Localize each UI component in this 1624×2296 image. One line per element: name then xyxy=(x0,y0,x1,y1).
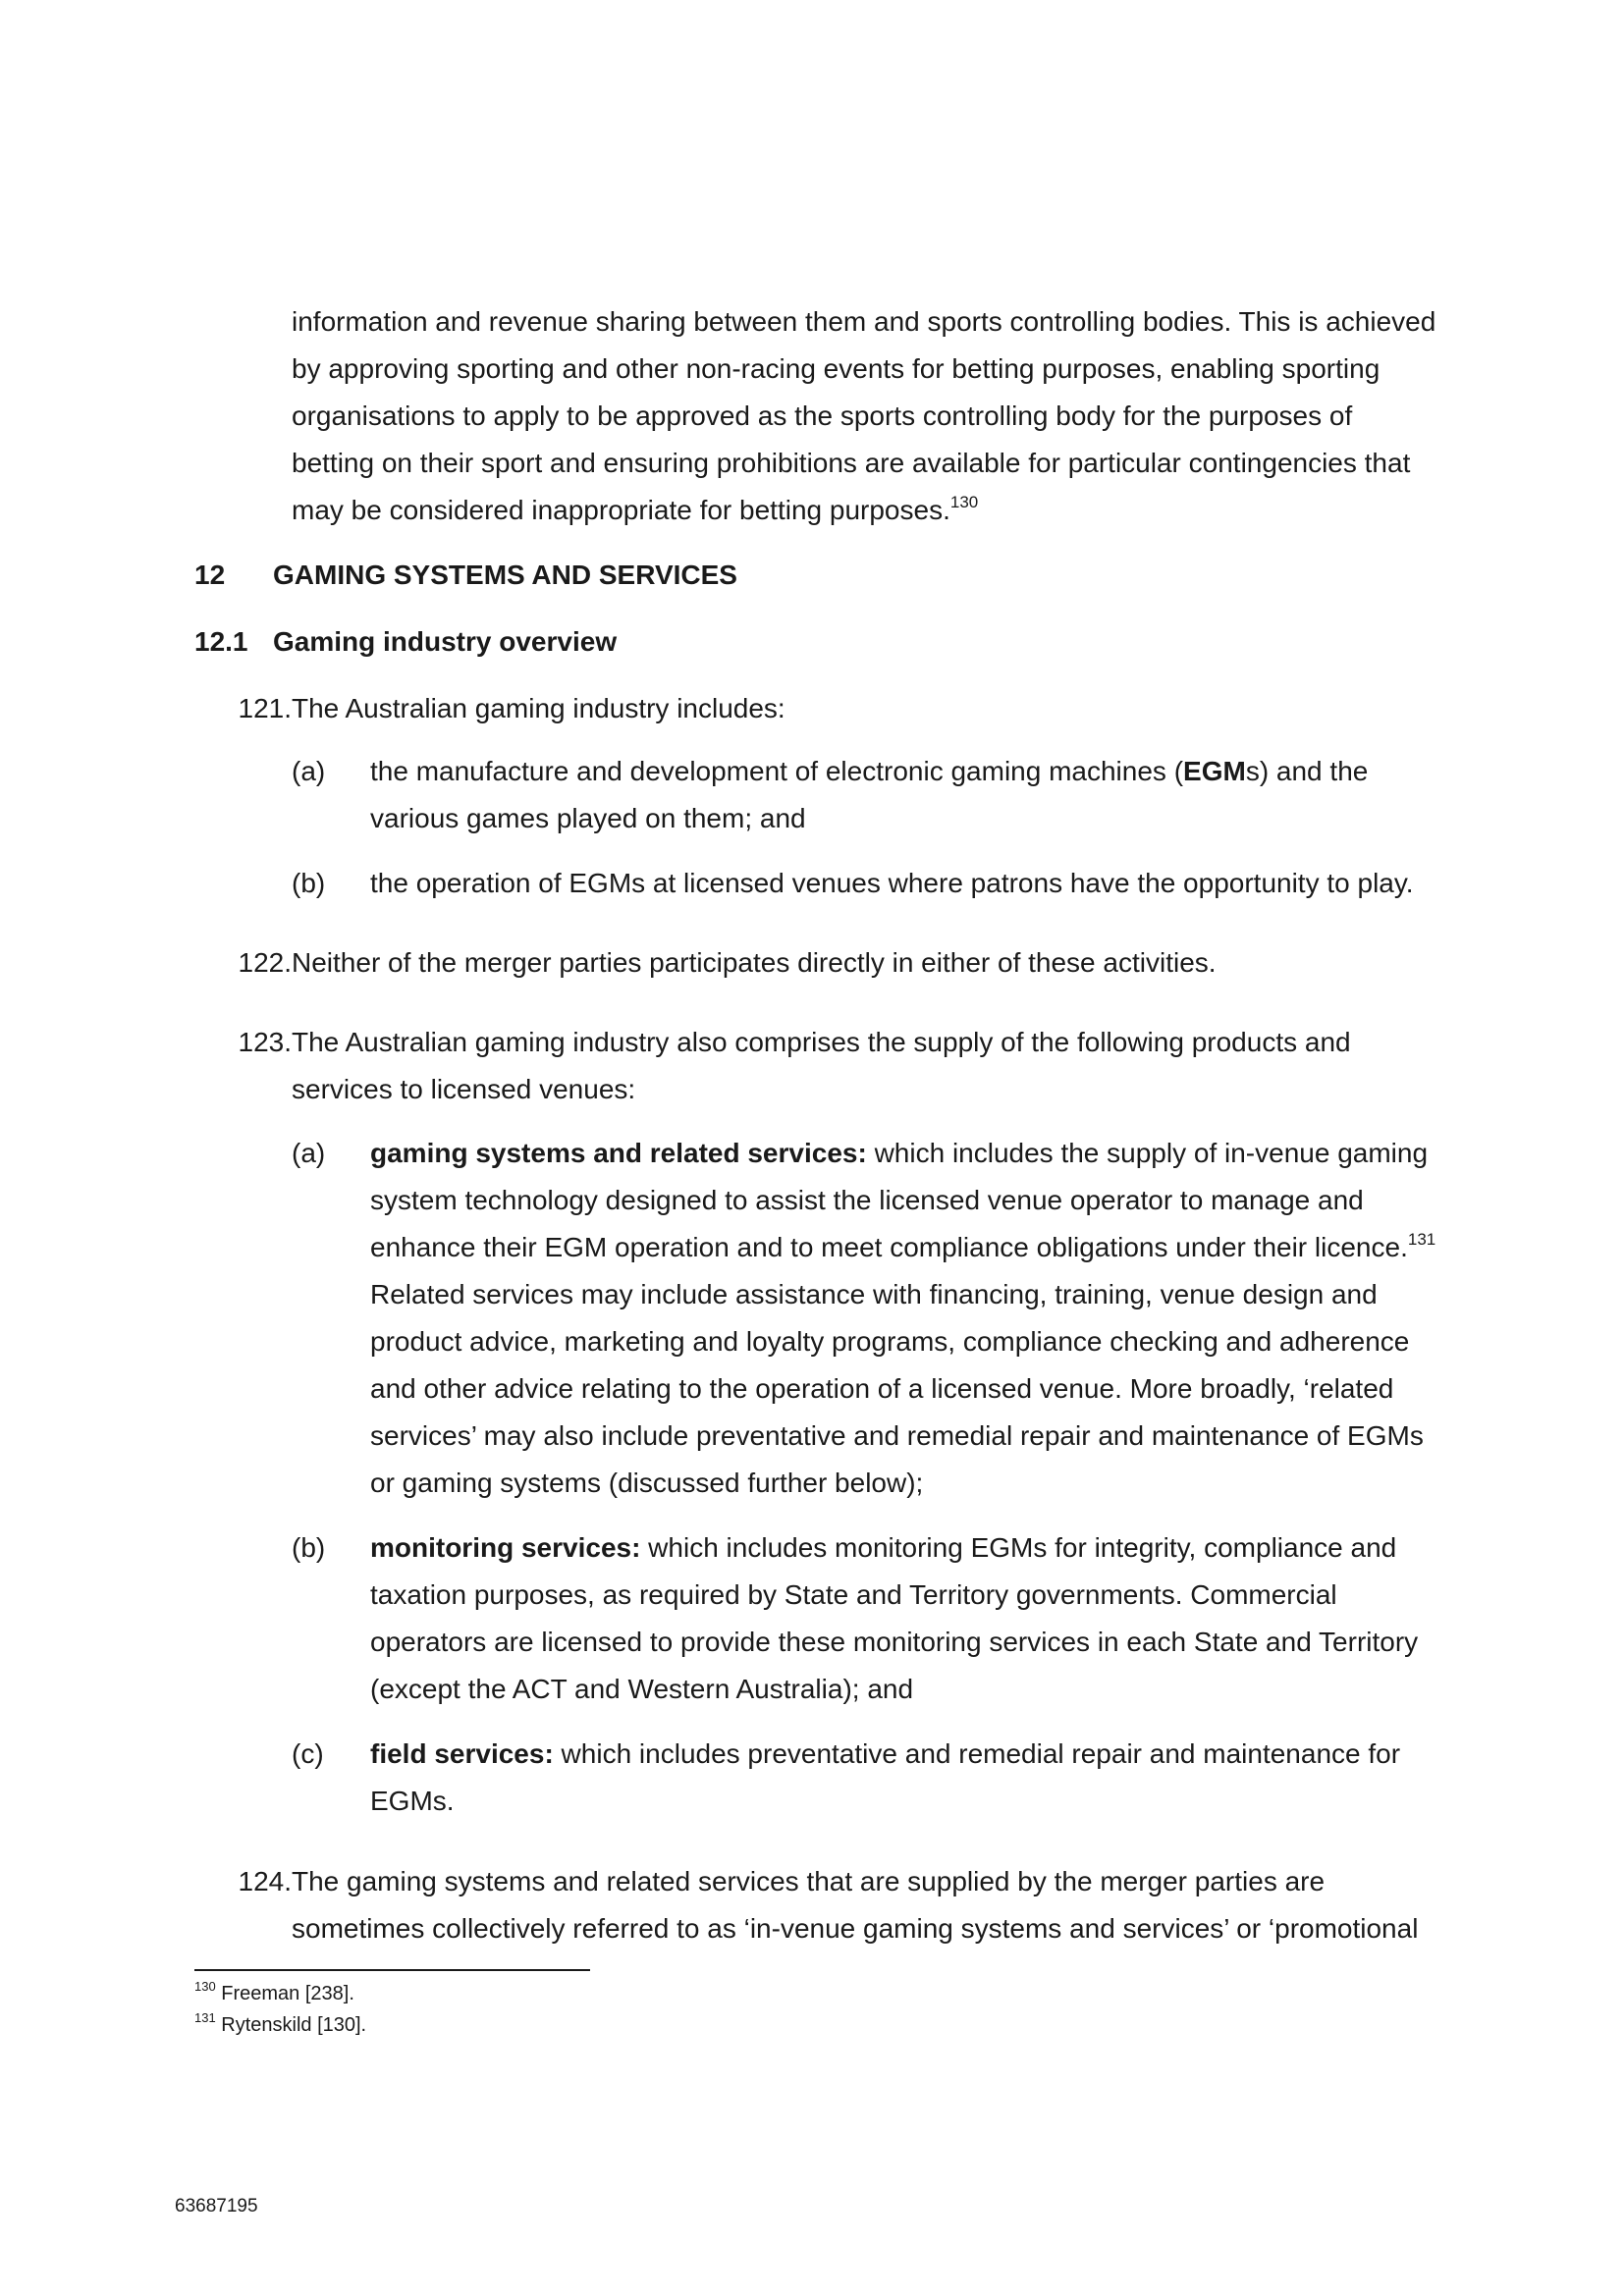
item-lead: monitoring services: xyxy=(370,1532,641,1563)
paragraph-124 xyxy=(194,1858,1441,1952)
paragraph-123 xyxy=(194,1019,1441,1113)
paragraph-number: 124. xyxy=(238,1866,292,1896)
footnote-separator xyxy=(194,1969,590,1971)
subsection-number: 12.1 xyxy=(194,626,248,657)
subsection-title: Gaming industry overview xyxy=(273,626,618,657)
item-text: gaming systems and related services: which includes the supply of in-venue gaming system technology designed to assist the licensed venue operator to manage and enhance their EGM operation and to meet compliance obligations under their licence.$^{131}$ Related services may include assistance with financing, training, venue design and product advice, marketing and loyalty programs, compliance checking and adherence and other advice relating to the operation of a licensed venue. More broadly, ‘related services’ may also include preventative and remedial repair and maintenance of EGMs or gaming systems (discussed further below); xyxy=(370,1138,1436,1498)
paragraph-121-item-a xyxy=(292,748,1440,842)
document-id: 63687195 xyxy=(175,2196,258,2216)
section-number: 12 xyxy=(194,560,226,590)
item-text: the operation of EGMs at licensed venues where patrons have the opportunity to play. xyxy=(370,868,1414,898)
footnote-130 xyxy=(194,1981,354,2006)
paragraph-122 xyxy=(194,939,1441,987)
paragraph-text: The gaming systems and related services that are supplied by the merger parties are sometimes collectively referred to as ‘in-venue gaming systems and services’ or ‘promotional xyxy=(292,1866,1419,1944)
footnote-ref-130[interactable]: 130 xyxy=(949,492,979,511)
footnote-number: 131 xyxy=(194,2010,216,2026)
footnote-131 xyxy=(194,2012,366,2038)
item-text: the manufacture and development of electronic gaming machines (EGMs) and the various games played on them; and xyxy=(370,756,1369,833)
item-label: (a) xyxy=(292,756,326,786)
item-text: field services: which includes preventative and remedial repair and maintenance for EGMs. xyxy=(370,1738,1401,1816)
paragraph-123-item-a xyxy=(292,1130,1440,1507)
paragraph-123-item-b xyxy=(292,1524,1440,1713)
section-heading xyxy=(194,556,737,595)
item-lead: gaming systems and related services: xyxy=(370,1138,867,1168)
footnote-text: Freeman [238]. xyxy=(215,1983,354,2004)
subsection-heading xyxy=(194,622,617,662)
item-label: (b) xyxy=(292,868,326,898)
defined-term-egm: EGM xyxy=(1183,756,1246,786)
paragraph-number: 122. xyxy=(238,947,292,978)
footnote-text: Rytenskild [130]. xyxy=(215,2014,367,2036)
paragraph-number: 121. xyxy=(238,693,292,723)
footnote-ref-131[interactable]: 131 xyxy=(1407,1229,1436,1249)
item-label: (b) xyxy=(292,1532,326,1563)
item-label: (c) xyxy=(292,1738,324,1769)
paragraph-text: Neither of the merger parties participates directly in either of these activities. xyxy=(292,947,1217,978)
continuation-text: information and revenue sharing between them and sports controlling bodies. This is achieved by approving sporting and other non-racing events for betting purposes, enabling sporting organisations to apply to be approved as the sports controlling body for the purposes of betting on their sport and ensuring prohibitions are available for particular contingencies that may be considered inappropriate for betting purposes. xyxy=(292,306,1436,525)
paragraph-123-item-c xyxy=(292,1731,1440,1825)
paragraph-text: The Australian gaming industry also comprises the supply of the following products and services to licensed venues: xyxy=(292,1027,1351,1104)
paragraph-text: The Australian gaming industry includes: xyxy=(292,693,785,723)
paragraph-121-item-b xyxy=(292,860,1440,907)
paragraph-121 xyxy=(194,685,1441,732)
item-lead: field services: xyxy=(370,1738,554,1769)
item-text: monitoring services: which includes monitoring EGMs for integrity, compliance and taxation purposes, as required by State and Territory governments. Commercial operators are licensed to provide these monitoring services in each State and Territory (except the ACT and Western Australia); and xyxy=(370,1532,1419,1704)
paragraph-number: 123. xyxy=(238,1027,292,1057)
continuation-paragraph xyxy=(292,298,1440,534)
footnote-number: 130 xyxy=(194,1979,216,1995)
item-label: (a) xyxy=(292,1138,326,1168)
section-title: GAMING SYSTEMS AND SERVICES xyxy=(273,560,737,590)
